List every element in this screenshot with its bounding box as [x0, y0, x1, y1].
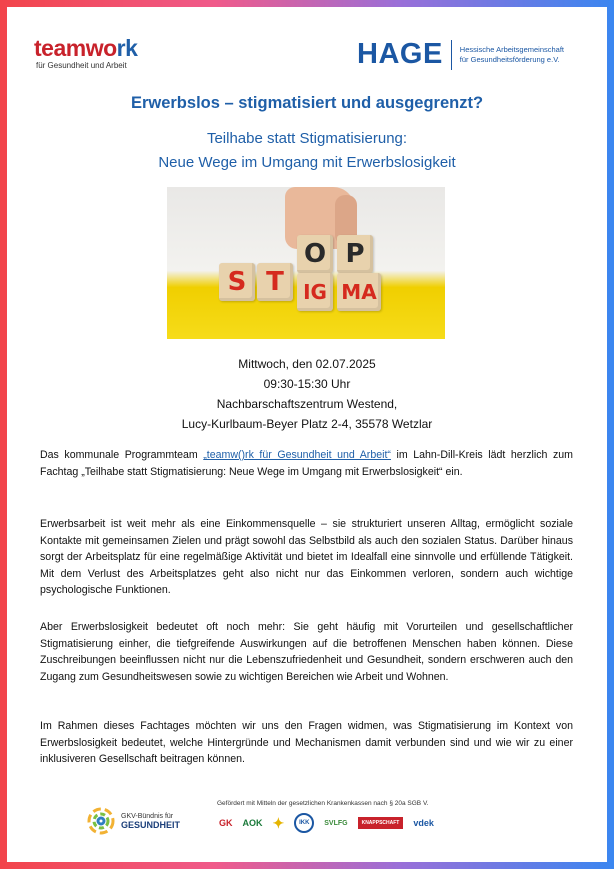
- teamwork-wordmark: teamwork: [34, 35, 138, 61]
- vdek-logo: vdek: [413, 818, 434, 828]
- page-subtitle: Teilhabe statt Stigmatisierung: Neue Wege im Umgang mit Erwerbslosigkeit: [158, 130, 456, 171]
- event-time: 09:30-15:30 Uhr: [263, 377, 351, 391]
- sponsor-logos: [219, 813, 434, 833]
- teamwork-logo: [34, 35, 137, 70]
- hage-fullname: Hessische Arbeitsgemeinschaft für Gesundheitsförderung e.V.: [459, 44, 565, 64]
- event-venue: Nachbarschaftszentrum Westend,: [216, 397, 398, 411]
- paragraph-intro: Das kommunale Programmteam „teamw()rk für Gesundheit und Arbeit“ im Lahn-Dill-Kreis lädt herzlich zum Fachtag „Teilhabe statt Stigmatisierung: Neue Wege im Umgang mit Erwerbslosigkeit“ ein.: [40, 449, 573, 478]
- gkv-sponsor-logo: GK: [219, 818, 233, 828]
- bkk-bird-icon: ✦: [272, 814, 285, 831]
- teamwork-tagline: für Gesundheit und Arbeit: [36, 61, 127, 70]
- event-address: Lucy-Kurlbaum-Beyer Platz 2-4, 35578 Wetzlar: [181, 417, 433, 431]
- event-details: [7, 354, 607, 434]
- letter-cube: O: [297, 235, 333, 273]
- paragraph-work: Erwerbsarbeit ist weit mehr als eine Einkommensquelle – sie strukturiert unseren Alltag, ermöglicht soziale Kontakte mit gemeinsamen Zielen und prägt sowohl das Selbstbild als auch den sozialen Status. Darüber hinaus sorgt der Arbeitsplatz für eine regelmäßige Aktivität und bietet im Idealfall eine sinnvolle und erfüllende Tätigkeit. Mit dem Verlust des Arbeitsplatzes geht also nicht nur das Einkommen verloren, sondern auch wichtige psychologische Funktionen.: [40, 518, 573, 597]
- flyer-page: [7, 7, 607, 862]
- gkv-circle-icon: [85, 805, 117, 837]
- letter-cube: MA: [337, 273, 381, 311]
- letter-cube: P: [337, 235, 373, 273]
- event-date: Mittwoch, den 02.07.2025: [238, 357, 376, 371]
- hage-name: HAGE: [357, 38, 443, 70]
- aok-logo: AOK: [242, 818, 263, 828]
- knappschaft-logo: KNAPPSCHAFT: [358, 817, 404, 829]
- ikk-logo: IKK: [294, 813, 314, 833]
- hage-divider: [451, 40, 452, 70]
- letter-cube: S: [219, 263, 255, 301]
- gkv-text: GKV-Bündnis für GESUNDHEIT: [121, 812, 181, 830]
- letter-cube: T: [257, 263, 293, 301]
- funding-note: Gefördert mit Mitteln der gesetzlichen Krankenkassen nach § 20a SGB V.: [217, 800, 429, 807]
- paragraph-goals: Im Rahmen dieses Fachtages möchten wir uns den Fragen widmen, was Stigmatisierung im Kontext von Erwerbslosigkeit bedeutet, welche Hintergründe und Mechanismen damit verbunden sind und wie wir zu einer inklusiveren Gesellschaft beitragen können.: [40, 720, 573, 766]
- gkv-logo: [85, 805, 180, 837]
- page-title: Erwerbslos – stigmatisiert und ausgegrenzt?: [130, 94, 484, 112]
- letter-cube: IG: [297, 273, 333, 311]
- teamwork-link[interactable]: „teamw()rk für Gesundheit und Arbeit“: [203, 449, 391, 461]
- paragraph-stigma: Aber Erwerbslosigkeit bedeutet oft noch mehr: Sie geht häufig mit Vorurteilen und gesellschaftlicher Stigmatisierung einher, die tiefgreifende Auswirkungen auf die betroffenen Menschen haben können. Diese Zuschreibungen beeinflussen nicht nur die Lebenszufriedenheit und Gesundheit, sondern erschweren auch den Zugang zum Gesundheitswesen sowie zu wichtigen Bereichen wie Arbeit und Wohnen.: [40, 621, 573, 683]
- stigma-cubes-image: [167, 187, 445, 339]
- svlfg-logo: SVLFG: [324, 819, 348, 827]
- hage-logo: [357, 38, 564, 71]
